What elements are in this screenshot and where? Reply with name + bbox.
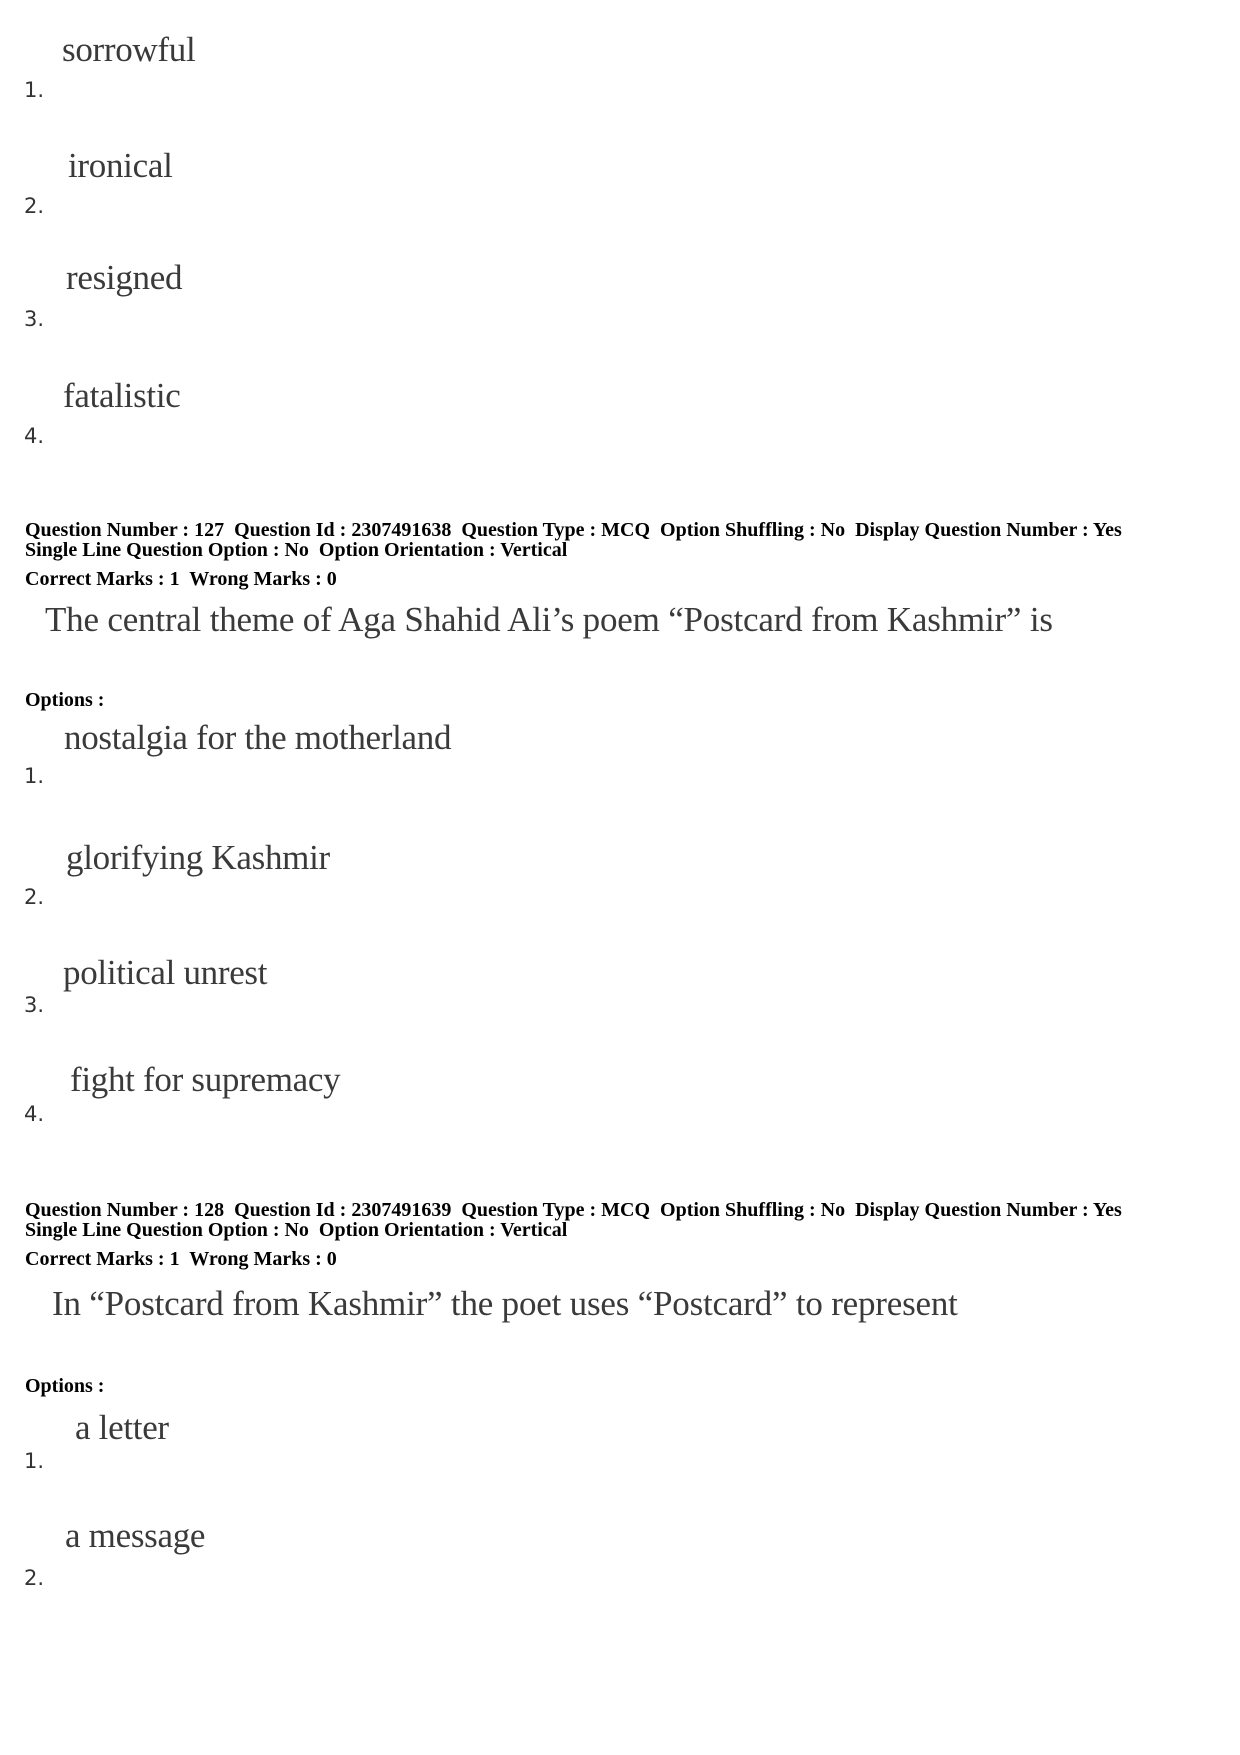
option-number: 3. (24, 993, 45, 1017)
option-number: 2. (24, 1566, 45, 1590)
options-label: Options : (25, 1375, 105, 1397)
option-text: sorrowful (62, 30, 196, 69)
option-text: resigned (66, 258, 183, 297)
option-text: fight for supremacy (70, 1060, 341, 1099)
option-text: political unrest (63, 953, 268, 992)
option-number: 1. (24, 764, 45, 788)
question-meta-line1: Question Number : 127 Question Id : 2307491638 Question Type : MCQ Option Shuffling : No Display Question Number : Yes (25, 519, 1122, 541)
option-number: 3. (24, 307, 45, 331)
question-text: In “Postcard from Kashmir” the poet uses “Postcard” to represent (52, 1284, 958, 1323)
option-number: 4. (24, 424, 45, 448)
option-text: fatalistic (63, 376, 181, 415)
options-label: Options : (25, 689, 105, 711)
option-text: ironical (68, 146, 173, 185)
option-number: 4. (24, 1102, 45, 1126)
option-number: 2. (24, 194, 45, 218)
option-text: glorifying Kashmir (66, 838, 330, 877)
option-text: nostalgia for the motherland (64, 718, 452, 757)
option-number: 1. (24, 1449, 45, 1473)
question-marks: Correct Marks : 1 Wrong Marks : 0 (25, 568, 337, 590)
question-meta-line2: Single Line Question Option : No Option Orientation : Vertical (25, 539, 568, 561)
question-meta-line1: Question Number : 128 Question Id : 2307491639 Question Type : MCQ Option Shuffling : No Display Question Number : Yes (25, 1199, 1122, 1221)
option-number: 1. (24, 78, 45, 102)
question-marks: Correct Marks : 1 Wrong Marks : 0 (25, 1248, 337, 1270)
question-meta-line2: Single Line Question Option : No Option Orientation : Vertical (25, 1219, 568, 1241)
question-text: The central theme of Aga Shahid Ali’s poem “Postcard from Kashmir” is (45, 600, 1053, 639)
option-text: a message (65, 1516, 206, 1555)
option-number: 2. (24, 885, 45, 909)
option-text: a letter (75, 1408, 169, 1447)
